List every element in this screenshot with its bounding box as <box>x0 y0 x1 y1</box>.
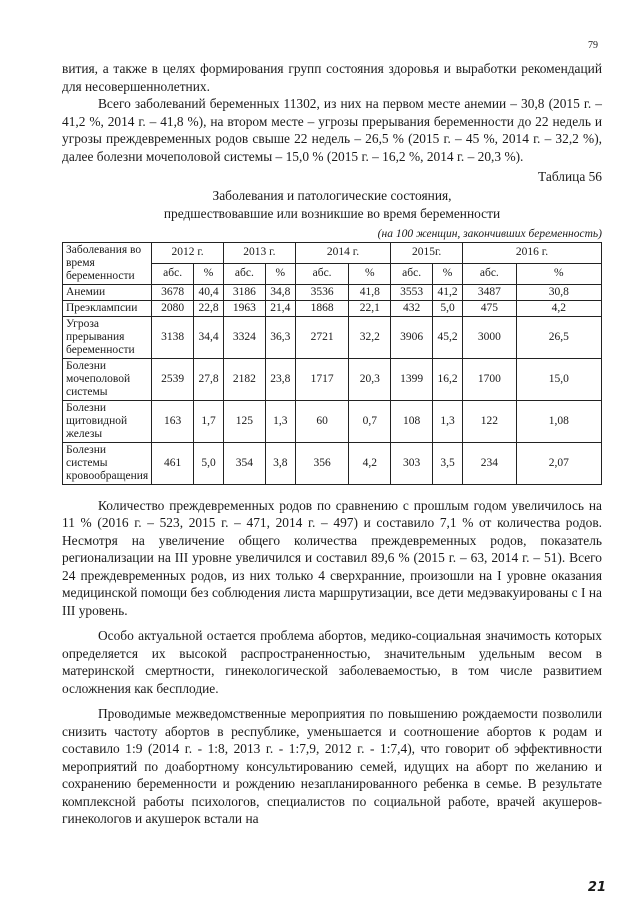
table-header-years <box>63 242 602 263</box>
table-cell-pct: 21,4 <box>265 300 295 316</box>
table-row-label: Угроза прерывания беременности <box>63 316 152 358</box>
table-cell-pct: 15,0 <box>516 358 601 400</box>
table-cell-abs: 461 <box>152 442 194 484</box>
page-number: 79 <box>588 40 598 51</box>
table-cell-abs: 475 <box>463 300 517 316</box>
table-cell-abs: 234 <box>463 442 517 484</box>
table-cell-pct: 40,4 <box>194 284 224 300</box>
table-row-label: Преэклампсии <box>63 300 152 316</box>
table-cell-pct: 22,1 <box>349 300 391 316</box>
table-cell-pct: 20,3 <box>349 358 391 400</box>
table-cell-pct: 30,8 <box>516 284 601 300</box>
table-header-pct: % <box>349 263 391 284</box>
table-header-year: 2015г. <box>391 242 463 263</box>
table-header-pct: % <box>194 263 224 284</box>
table-cell-abs: 3000 <box>463 316 517 358</box>
table-cell-pct: 1,3 <box>433 400 463 442</box>
table-row <box>63 400 602 442</box>
table-cell-abs: 2080 <box>152 300 194 316</box>
table-cell-abs: 3138 <box>152 316 194 358</box>
table-header-label: Заболевания во время беременности <box>63 242 152 284</box>
table-cell-pct: 26,5 <box>516 316 601 358</box>
table-cell-pct: 5,0 <box>433 300 463 316</box>
page-content <box>62 60 602 828</box>
table-header-year: 2012 г. <box>152 242 224 263</box>
table-cell-abs: 1399 <box>391 358 433 400</box>
table-header-abs: абс. <box>152 263 194 284</box>
table-header-year: 2016 г. <box>463 242 602 263</box>
table-cell-pct: 0,7 <box>349 400 391 442</box>
table-cell-abs: 60 <box>295 400 349 442</box>
table-row <box>63 300 602 316</box>
table-cell-abs: 356 <box>295 442 349 484</box>
table-header-year: 2013 г. <box>223 242 295 263</box>
table-header-year: 2014 г. <box>295 242 390 263</box>
table-cell-abs: 2539 <box>152 358 194 400</box>
table-cell-abs: 1963 <box>223 300 265 316</box>
table-header-pct: % <box>265 263 295 284</box>
table-row-label: Анемии <box>63 284 152 300</box>
table-header-abs: абс. <box>223 263 265 284</box>
table-row <box>63 358 602 400</box>
table-cell-pct: 23,8 <box>265 358 295 400</box>
table-cell-pct: 45,2 <box>433 316 463 358</box>
table-cell-pct: 1,3 <box>265 400 295 442</box>
table-cell-pct: 1,7 <box>194 400 224 442</box>
table-cell-pct: 34,4 <box>194 316 224 358</box>
table-cell-pct: 16,2 <box>433 358 463 400</box>
table-cell-abs: 3906 <box>391 316 433 358</box>
table-cell-abs: 1717 <box>295 358 349 400</box>
table-cell-abs: 2182 <box>223 358 265 400</box>
table-header-abs: абс. <box>295 263 349 284</box>
table-cell-abs: 122 <box>463 400 517 442</box>
table-cell-pct: 3,5 <box>433 442 463 484</box>
table-cell-pct: 41,8 <box>349 284 391 300</box>
paragraph-abortion-problem: Особо актуальной остается проблема абортов, медико-социальная значимость которых определяется их высокой распространенностью, значительным удельным весом в материнской смертности, гинекологической заболеваемостью, в том числе развитием осложнения как бесплодие. <box>62 628 602 696</box>
table-cell-pct: 36,3 <box>265 316 295 358</box>
table-cell-abs: 3487 <box>463 284 517 300</box>
table-cell-abs: 1700 <box>463 358 517 400</box>
table-row <box>63 442 602 484</box>
table-unit-note: (на 100 женщин, закончивших беременность) <box>377 227 602 240</box>
table-cell-abs: 354 <box>223 442 265 484</box>
paragraph-continuation: вития, а также в целях формирования групп состояния здоровья и выработки рекомендаций для несовершеннолетних. <box>62 61 602 94</box>
paragraph-preterm-births: Количество преждевременных родов по сравнению с прошлым годом увеличилось на 11 % (2016 г. – 523, 2015 г. – 471, 2014 г. – 497) и составило 7,1 % от количества родов. Несмотря на увеличение общего количества преждевременных родов, показатель регионализации на III уровне увеличился и составил 89,6 % (2015 г. – 63, 2014 г. – 51). Всего 24 преждевременных родов, из них только 4 сверхранние, произошли на I уровне оказания медицинской помощи без соблюдения листа маршрутизации, все дети медэвакуированы с I на III уровень. <box>62 497 602 618</box>
table-cell-abs: 2721 <box>295 316 349 358</box>
table-cell-pct: 4,2 <box>349 442 391 484</box>
table-header-abs: абс. <box>463 263 517 284</box>
table-cell-pct: 3,8 <box>265 442 295 484</box>
table-header-pct: % <box>433 263 463 284</box>
table-cell-abs: 3678 <box>152 284 194 300</box>
table-cell-pct: 1,08 <box>516 400 601 442</box>
paragraph-diseases-summary: Всего заболеваний беременных 11302, из них на первом месте анемии – 30,8 (2015 г. – 41,2 %, 2014 г. – 41,8 %), на втором месте – угрозы прерывания беременности до 22 недель и угрозы преждевременных родов свыше 22 недель – 26,5 % (2015 г. – 45 %, 2014 г. – 32,2 %), далее болезни мочеполовой системы – 15,0 % (2015 г. – 16,2 %, 2014 г. – 20,3 %). <box>62 96 602 164</box>
table-number: Таблица 56 <box>538 169 602 184</box>
table-cell-abs: 3324 <box>223 316 265 358</box>
table-cell-abs: 3553 <box>391 284 433 300</box>
table-body <box>63 284 602 484</box>
table-cell-abs: 432 <box>391 300 433 316</box>
paragraph-interagency-measures: Проводимые межведомственные мероприятия по повышению рождаемости позволили снизить частоту абортов в республике, уменьшается и соотношение абортов к родам и составило 1:9 (2014 г. - 1:8, 2013 г. - 1:7,9, 2012 г. - 1:7,4), что говорит об эффективности мероприятий по доабортному консультированию семей, идущих на аборт по желанию и сохранению беременности и рождению незапланированного ребенка в семье. В результате комплексной работы психологов, специалистов по социальной работе, врачей акушеров-гинекологов и акушерок встали на <box>62 706 602 826</box>
table-cell-abs: 1868 <box>295 300 349 316</box>
table-cell-abs: 108 <box>391 400 433 442</box>
table-row-label: Болезни системы кровообращения <box>63 442 152 484</box>
table-cell-abs: 3186 <box>223 284 265 300</box>
table-title-line2: предшествовавшие или возникшие во время беременности <box>163 206 501 221</box>
table-cell-abs: 125 <box>223 400 265 442</box>
table-cell-pct: 32,2 <box>349 316 391 358</box>
table-cell-pct: 2,07 <box>516 442 601 484</box>
table-cell-pct: 4,2 <box>516 300 601 316</box>
table-cell-abs: 163 <box>152 400 194 442</box>
table-cell-pct: 34,8 <box>265 284 295 300</box>
table-cell-pct: 5,0 <box>194 442 224 484</box>
table-cell-pct: 22,8 <box>194 300 224 316</box>
table-header-pct: % <box>516 263 601 284</box>
table-header-abs: абс. <box>391 263 433 284</box>
table-cell-pct: 27,8 <box>194 358 224 400</box>
table-row-label: Болезни мочеполовой системы <box>63 358 152 400</box>
table-title-line1: Заболевания и патологические состояния, <box>212 187 452 203</box>
table-row <box>63 316 602 358</box>
table-cell-abs: 3536 <box>295 284 349 300</box>
table-cell-abs: 303 <box>391 442 433 484</box>
table-row <box>63 284 602 300</box>
table-cell-pct: 41,2 <box>433 284 463 300</box>
table-row-label: Болезни щитовидной железы <box>63 400 152 442</box>
pregnancy-diseases-table <box>62 242 602 485</box>
handwritten-page-mark: 21 <box>587 880 606 895</box>
